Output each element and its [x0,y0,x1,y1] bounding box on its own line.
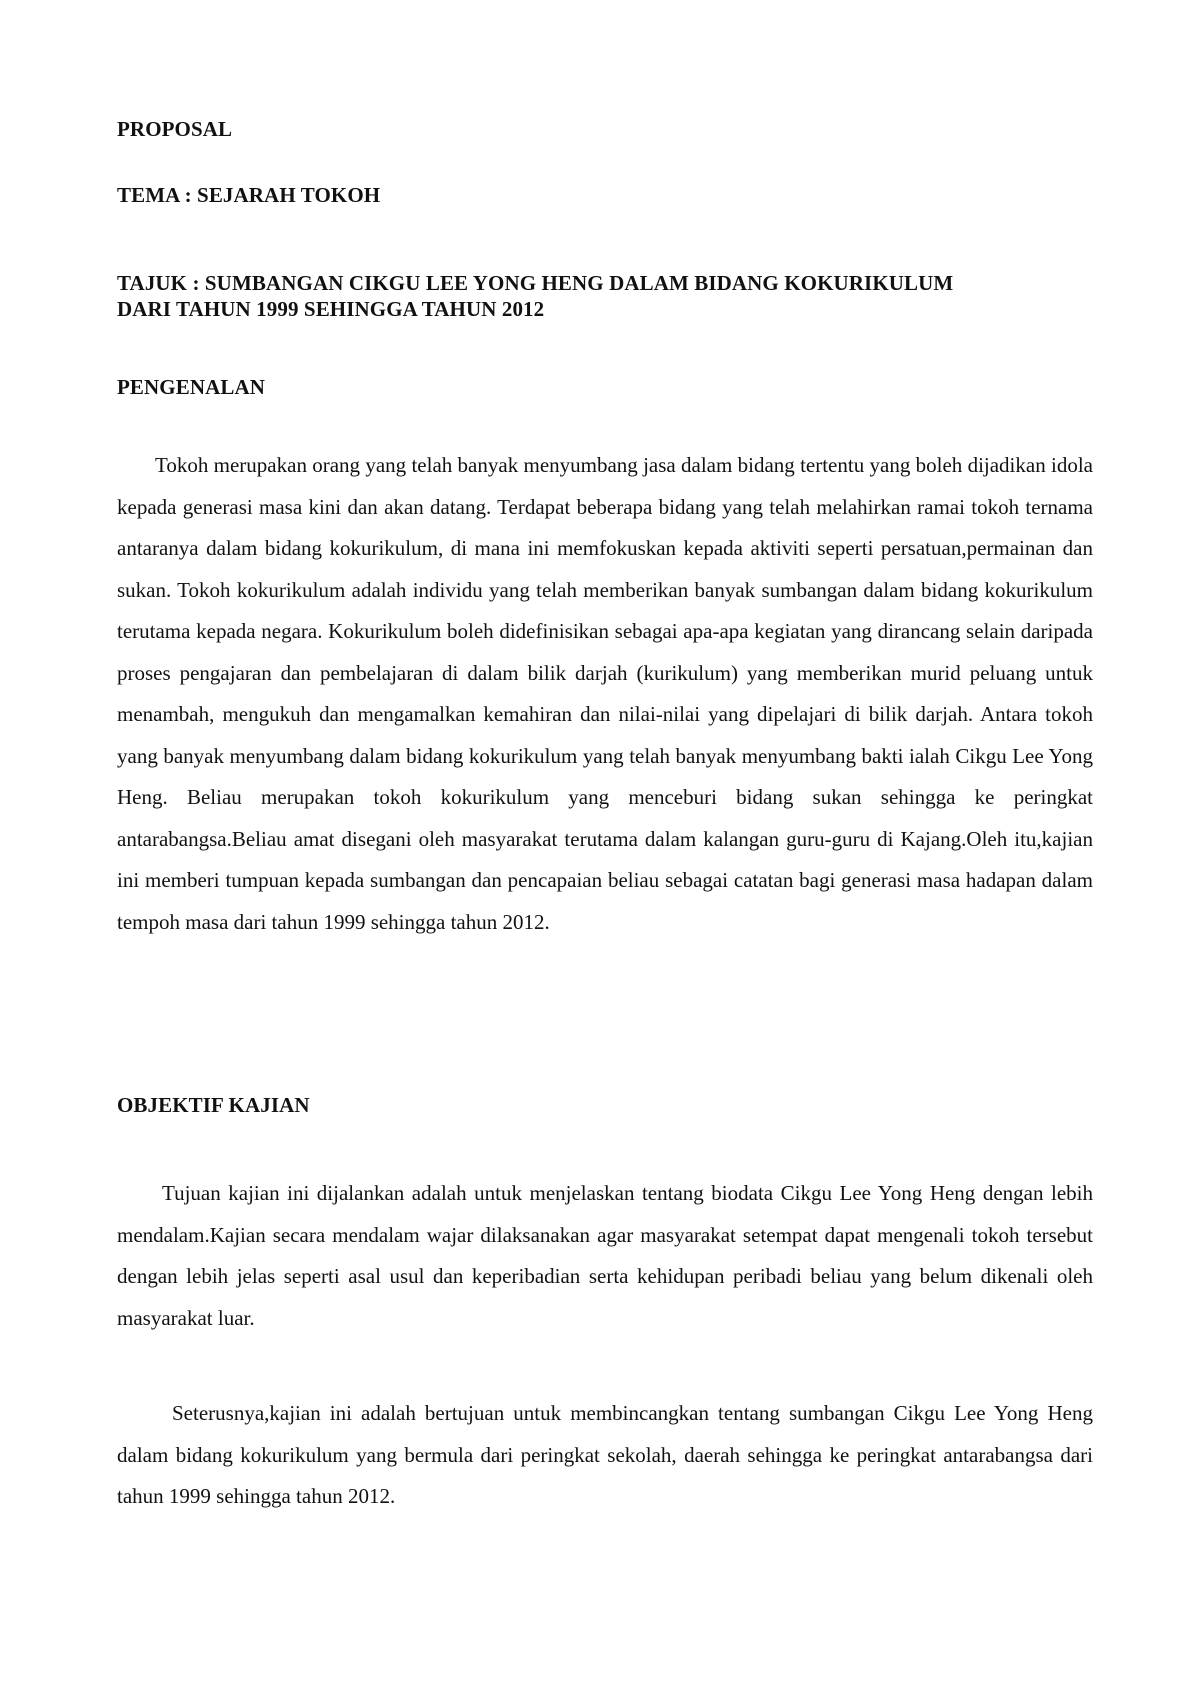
paragraph-pengenalan: Tokoh merupakan orang yang telah banyak menyumbang jasa dalam bidang tertentu yang boleh dijadikan idola kepada generasi masa kini dan akan datang. Terdapat beberapa bidang yang telah melahirkan ramai tokoh ternama antaranya dalam bidang kokurikulum, di mana ini memfokuskan kepada aktiviti seperti persatuan,permainan dan sukan. Tokoh kokurikulum adalah individu yang telah memberikan banyak sumbangan dalam bidang kokurikulum terutama kepada negara. Kokurikulum boleh didefinisikan sebagai apa-apa kegiatan yang dirancang selain daripada proses pengajaran dan pembelajaran di dalam bilik darjah (kurikulum) yang memberikan murid peluang untuk menambah, mengukuh dan mengamalkan kemahiran dan nilai-nilai yang dipelajari di bilik darjah. Antara tokoh yang banyak menyumbang dalam bidang kokurikulum yang telah banyak menyumbang bakti ialah Cikgu Lee Yong Heng. Beliau merupakan tokoh kokurikulum yang menceburi bidang sukan sehingga ke peringkat antarabangsa.Beliau amat disegani oleh masyarakat terutama dalam kalangan guru-guru di Kajang.Oleh itu,kajian ini memberi tumpuan kepada sumbangan dan pencapaian beliau sebagai catatan bagi generasi masa hadapan dalam tempoh masa dari tahun 1999 sehingga tahun 2012. [117,453,1093,934]
proposal-label: PROPOSAL [117,117,233,141]
section-heading-pengenalan: PENGENALAN [117,375,266,399]
theme-line: TEMA : SEJARAH TOKOH [117,183,381,207]
title-line-1: TAJUK : SUMBANGAN CIKGU LEE YONG HENG DALAM BIDANG KOKURIKULUM [117,271,954,295]
document-title [117,270,953,322]
title-line-2: DARI TAHUN 1999 SEHINGGA TAHUN 2012 [117,297,545,321]
paragraph-objektif-1: Tujuan kajian ini dijalankan adalah untuk menjelaskan tentang biodata Cikgu Lee Yong Heng dengan lebih mendalam.Kajian secara mendalam wajar dilaksanakan agar masyarakat setempat dapat mengenali tokoh tersebut dengan lebih jelas seperti asal usul dan keperibadian serta kehidupan peribadi beliau yang belum dikenali oleh masyarakat luar. [117,1181,1093,1330]
paragraph-objektif-2: Seterusnya,kajian ini adalah bertujuan untuk membincangkan tentang sumbangan Cikgu Lee Yong Heng dalam bidang kokurikulum yang bermula dari peringkat sekolah, daerah sehingga ke peringkat antarabangsa dari tahun 1999 sehingga tahun 2012. [117,1401,1093,1508]
section-heading-objektif: OBJEKTIF KAJIAN [117,1093,310,1117]
